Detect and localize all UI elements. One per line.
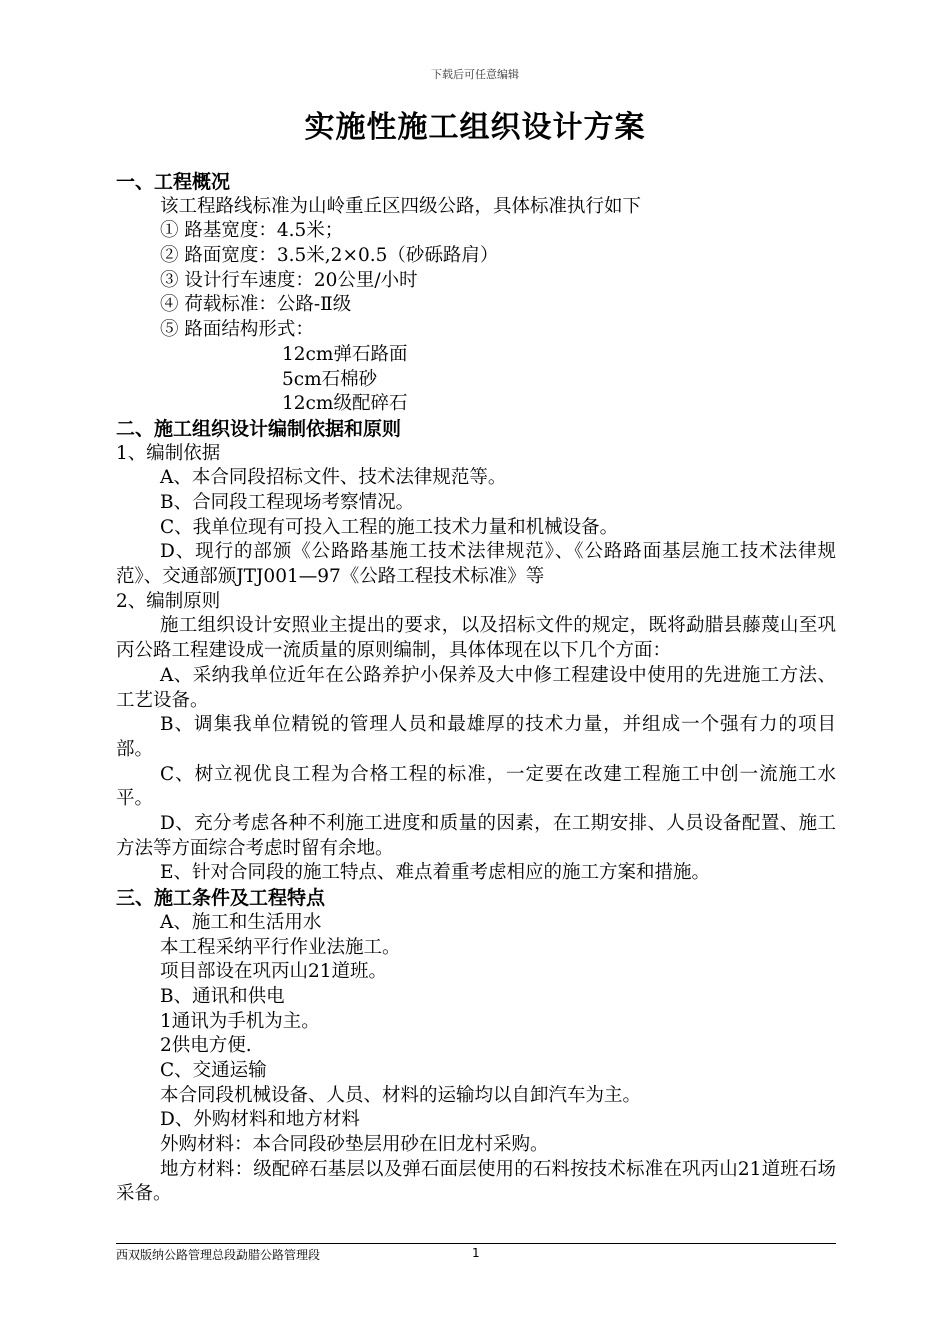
condition-line: 本合同段机械设备、人员、材料的运输均以自卸汽车为主。 (160, 1084, 642, 1106)
footer-divider (116, 1243, 836, 1244)
spec-item: ③ 设计行车速度：20公里/小时 (160, 269, 418, 291)
basis-item: A、本合同段招标文件、技术法律规范等。 (160, 467, 507, 489)
condition-line: 项目部设在巩丙山21道班。 (160, 961, 388, 983)
footer-page-number: 1 (472, 1246, 480, 1260)
spec-item: ② 路面宽度：3.5米,2×0.5（砂砾路肩） (160, 245, 499, 267)
principle-item: D、充分考虑各种不利施工进度和质量的因素，在工期安排、人员设备配置、施工方法等方面综合考虑时留有余地。 (116, 813, 836, 859)
spec-item: ① 路基宽度：4.5米； (160, 220, 344, 242)
subheading-basis: 1、编制依据 (116, 442, 221, 464)
section-heading-3: 三、施工条件及工程特点 (116, 887, 326, 910)
condition-line: A、施工和生活用水 (160, 911, 322, 933)
document-body (116, 170, 836, 1207)
spec-item: ④ 荷载标准：公路-Ⅱ级 (160, 294, 352, 316)
condition-line: C、交通运输 (160, 1059, 267, 1081)
basis-item-d: D、现行的部颁《公路路基施工技术法律规范》、《公路路面基层施工技术法律规范》、交通部颁JTJ001—97《公路工程技术标准》等 (116, 541, 836, 588)
principle-item: B、调集我单位精锐的管理人员和最雄厚的技术力量，并组成一个强有力的项目部。 (116, 714, 836, 760)
structure-layer: 5cm石棉砂 (282, 368, 378, 390)
condition-line: B、通讯和供电 (160, 985, 285, 1007)
footer-organization: 西双版纳公路管理总段勐腊公路管理段 (116, 1248, 321, 1262)
principles-intro: 施工组织设计安照业主提出的要求，以及招标文件的规定，既将勐腊县藤蔑山至巩丙公路工程建设成一流质量的原则编制，具体体现在以下几个方面： (116, 615, 836, 662)
condition-line: D、外购材料和地方材料 (160, 1109, 360, 1131)
principle-item: E、针对合同段的施工特点、难点着重考虑相应的施工方案和措施。 (160, 862, 711, 884)
condition-line: 1通讯为手机为主。 (160, 1010, 320, 1032)
subheading-principles: 2、编制原则 (116, 590, 221, 612)
principle-item: A、采纳我单位近年在公路养护小保养及大中修工程建设中使用的先进施工方法、工艺设备。 (116, 664, 836, 711)
condition-line: 2供电方便. (160, 1035, 252, 1057)
basis-item: C、我单位现有可投入工程的施工技术力量和机械设备。 (160, 516, 619, 538)
section-1-intro: 该工程路线标准为山岭重丘区四级公路，具体标准执行如下 (160, 195, 642, 217)
condition-line: 外购材料：本合同段砂垫层用砂在旧龙村采购。 (160, 1134, 549, 1156)
section-heading-2: 二、施工组织设计编制依据和原则 (116, 417, 402, 440)
condition-line: 本工程采纳平行作业法施工。 (160, 936, 401, 958)
structure-layer: 12cm级配碎石 (282, 393, 408, 415)
section-heading-1: 一、工程概况 (116, 171, 231, 193)
structure-layer: 12cm弹石路面 (282, 343, 408, 365)
document-title: 实施性施工组织设计方案 (304, 110, 646, 145)
principle-item: C、树立视优良工程为合格工程的标准，一定要在改建工程施工中创一流施工水平。 (116, 763, 836, 810)
condition-last-paragraph: 地方材料：级配碎石基层以及弹石面层使用的石料按技术标准在巩丙山21道班石场采备。 (116, 1158, 836, 1205)
spec-item: ⑤ 路面结构形式： (160, 319, 314, 341)
header-note: 下载后可任意编辑 (431, 68, 519, 81)
basis-item: B、合同段工程现场考察情况。 (160, 491, 415, 513)
